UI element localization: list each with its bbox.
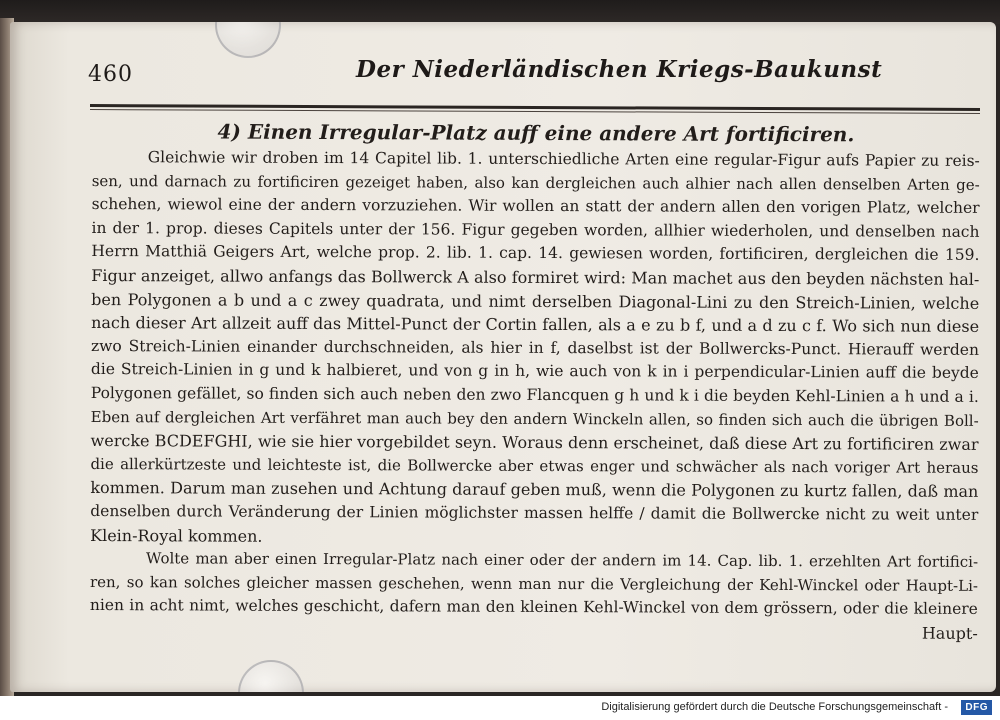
- text-line: die Streich-Linien in g und k halbieret, und von g in h, wie auch von k in i perpendicular-Linien auff die beyde: [90, 360, 979, 383]
- page-header: [86, 52, 980, 92]
- text-line: zwo Streich-Linien einander durchschneiden, als hier in f, daselbst ist der Bollwercks-Punct. Hierauff werden: [90, 336, 980, 359]
- text-line: Gleichwie wir droben im 14 Capitel lib. 1. unterschiedliche Arten eine regular-Figur aufs Papier zu reis-: [147, 148, 980, 170]
- text-line: in der 1. prop. dieses Capitels unter der 156. Figur gegeben worden, allhier wiederholen, und denselben nach: [91, 218, 980, 241]
- text-line: Herrn Matthiä Geigers Art, welche prop. 2. lib. 1. cap. 14. gewiesen worden, fortificiren, dergleichen die 159.: [91, 242, 980, 265]
- text-line: sen, und darnach zu fortificiren gezeiget haben, also kan dergleichen auch alhier nach allen denselben Arten ge-: [91, 171, 980, 194]
- footer-bar: [0, 696, 1000, 720]
- funding-notice: Digitalisierung gefördert durch die Deutsche Forschungsgemeinschaft -: [601, 701, 948, 713]
- page-body: [90, 116, 980, 645]
- page-clip-bottom: [238, 660, 304, 692]
- page-number: 460: [88, 62, 133, 87]
- viewer-top-bar: [0, 0, 1000, 24]
- text-line: Polygonen gefället, so finden sich auch neben den zwo Flancquen g h und k i die beyden Kehl-Linien a h und a i.: [90, 383, 979, 406]
- text-line: Figur anzeiget, allwo anfangs das Bollwerck A also formiret wird: Man machet aus den beyden nächsten hal-: [91, 265, 980, 289]
- text-line: Wolte man aber einen Irregular-Platz nach einer oder der andern im 14. Cap. lib. 1. erzehlten Art fortifici-: [146, 549, 979, 571]
- catchword: Haupt-: [921, 623, 978, 643]
- text-line: nach dieser Art allzeit auff das Mittel-Punct der Cortin fallen, als a e zu b f, und a d zu c f. Wo sich nun diese: [91, 313, 980, 337]
- text-line: wercke BCDEFGHI, wie sie hier vorgebildet seyn. Woraus denn erscheinet, daß diese Art zu fortificiren zwar: [90, 431, 979, 454]
- text-line: kommen. Darum man zusehen und Achtung darauf geben muß, wenn die Polygonen zu kurtz fallen, daß man: [90, 478, 979, 502]
- text-line: ren, so kan solches gleicher massen geschehen, wenn man nur die Vergleichung der Kehl-Winckel oder Haupt-Li-: [89, 572, 978, 595]
- text-line: schehen, wiewol eine der andern vorzuziehen. Wir wollen an statt der andern allen den vorigen Platz, welcher: [91, 195, 980, 218]
- dfg-logo: DFG: [961, 700, 992, 715]
- section-heading: 4) Einen Irregular-Platz auff eine andere Art fortificiren.: [217, 119, 855, 147]
- text-line: denselben durch Veränderung der Linien möglichster massen helffe / damit die Bollwercke nicht zu weit unter: [90, 501, 979, 524]
- text-line: ben Polygonen a b und a c zwey quadrata, und nimt derselben Diagonal-Lini zu den Streich-Linien, welche: [91, 289, 980, 313]
- text-line: Klein-Royal kommen.: [90, 525, 263, 546]
- text-line: Eben auf dergleichen Art verfähret man auch bey den andern Winckeln allen, so finden sich auch die übrigen Boll-: [90, 407, 979, 430]
- text-line: die allerkürtzeste und leichteste ist, die Bollwercke aber etwas enger und schwächer als nach voriger Art heraus: [90, 454, 979, 477]
- text-line: nien in acht nimt, welches geschicht, dafern man den kleinen Kehl-Winckel von dem grössern, oder die kleinere: [89, 596, 978, 619]
- running-title: Der Niederländischen Kriegs-Baukunst: [356, 56, 883, 83]
